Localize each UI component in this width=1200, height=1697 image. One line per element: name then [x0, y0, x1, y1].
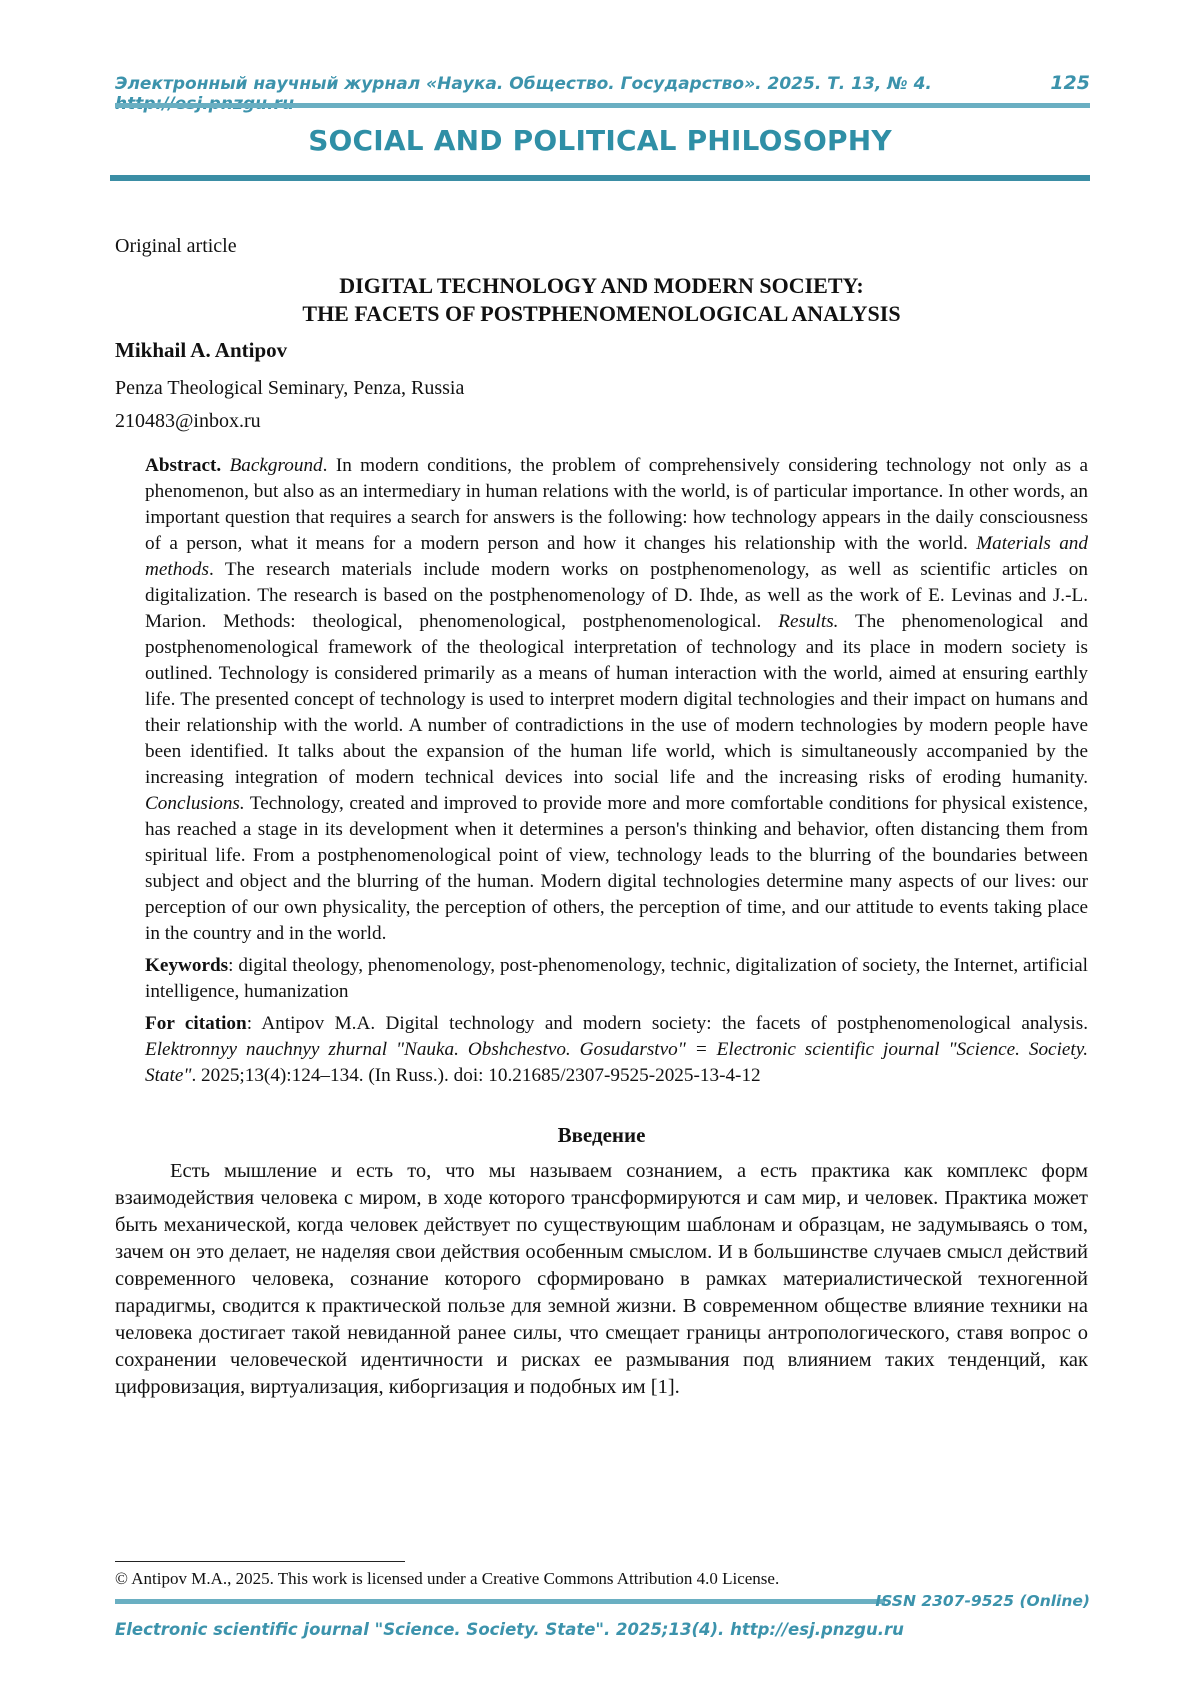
- footer-journal-line: Electronic scientific journal "Science. Society. State". 2025;13(4). http://esj.pnzgu.ru: [115, 1620, 904, 1639]
- running-header: [115, 72, 1090, 98]
- author-email[interactable]: 210483@inbox.ru: [115, 410, 261, 432]
- abstract: [145, 453, 1088, 947]
- article-type: Original article: [115, 235, 237, 257]
- article-title-line-2: THE FACETS OF POSTPHENOMENOLOGICAL ANALYSIS: [302, 301, 901, 326]
- header-rule: [115, 103, 1090, 108]
- article-title: [115, 272, 1088, 328]
- keywords: [145, 953, 1088, 1005]
- intro-heading: Введение: [557, 1123, 646, 1147]
- abstract-conclusions-text: Technology, created and improved to provide more and more comfortable conditions for physical existence, has reached a stage in its development when it determines a person's thinking and behavior, often distancing them from spiritual life. From a postphenomenological point of view, technology leads to the blurring of the boundaries between subject and object and the blurring of the human. Modern digital technologies determine many aspects of our lives: our perception of our own physicality, the perception of others, the perception of time, and our attitude to events taking place in the country and in the world.: [145, 793, 1088, 944]
- citation-label: For citation: [145, 1013, 247, 1034]
- author-affiliation: Penza Theological Seminary, Penza, Russia: [115, 377, 465, 399]
- abstract-label: Abstract.: [145, 455, 222, 476]
- abstract-results-text: The phenomenological and postphenomenological framework of the theological interpretation of technology and its place in modern society is outlined. Technology is considered primarily as a means of human interaction with the world, aimed at ensuring earthly life. The presented concept of technology is used to interpret modern digital technologies and their impact on humans and their relationship with the world. A number of contradictions in the use of modern technologies by modern people have been identified. It talks about the expansion of the human life world, which is simultaneously accompanied by the increasing integration of modern technical devices into social life and the increasing risks of eroding humanity.: [145, 611, 1089, 788]
- author-name: Mikhail A. Antipov: [115, 338, 288, 362]
- citation: [145, 1011, 1088, 1089]
- article-body: [115, 235, 1088, 1401]
- issn-label: ISSN 2307-9525 (Online): [875, 1592, 1090, 1610]
- citation-journal: Elektronnyy nauchnyy zhurnal "Nauka. Obshchestvo. Gosudarstvo" = Electronic scientific journal "Science. Society. State": [145, 1039, 1088, 1086]
- citation-doi: . 2025;13(4):124–134. (In Russ.). doi: 10.21685/2307-9525-2025-13-4-12: [191, 1065, 761, 1086]
- abstract-results-label: Results.: [778, 611, 839, 632]
- copyright-footnote: © Antipov M.A., 2025. This work is licensed under a Creative Commons Attribution 4.0 License.: [115, 1569, 780, 1588]
- section-rule: [110, 175, 1090, 181]
- abstract-background-text: . In modern conditions, the problem of comprehensively considering technology not only as a phenomenon, but also as an intermediary in human relations with the world, is of particular importance. In other words, an important question that requires a search for answers is the following: how technology appears in the daily consciousness of a person, what it means for a modern person and how it changes his relationship with the world.: [145, 455, 1088, 554]
- abstract-background-label: Background: [229, 455, 323, 476]
- section-title: SOCIAL AND POLITICAL PHILOSOPHY: [308, 124, 892, 157]
- article-title-line-1: DIGITAL TECHNOLOGY AND MODERN SOCIETY:: [339, 273, 864, 298]
- footnote-rule: [115, 1561, 405, 1562]
- header-journal-line: Электронный научный журнал «Наука. Общество. Государство». 2025. Т. 13, № 4.: [115, 74, 932, 94]
- page-number: 125: [1050, 72, 1090, 94]
- abstract-methods-label: Materials and methods: [145, 533, 1088, 580]
- abstract-conclusions-label: Conclusions.: [145, 793, 245, 814]
- footer-rule: [115, 1599, 885, 1604]
- keywords-text: : digital theology, phenomenology, post-phenomenology, technic, digitalization of society, the Internet, artificial intelligence, humanization: [145, 955, 1088, 1002]
- abstract-block: [145, 453, 1088, 1089]
- abstract-methods-text: . The research materials include modern works on postphenomenology, as well as scientific articles on digitalization. The research is based on the postphenomenology of D. Ihde, as well as the work of E. Levinas and J.-L. Marion. Methods: theological, phenomenological, postphenomenological.: [145, 559, 1088, 632]
- intro-paragraph: Есть мышление и есть то, что мы называем сознанием, а есть практика как комплекс форм взаимодействия человека с миром, в ходе которого трансформируются и сам мир, и человек. Практика может быть механической, когда человек действует по существующим шаблонам и образцам, не задумываясь о том, зачем он это делает, не наделяя свои действия особенным смыслом. И в большинстве случаев смысл действий современного человека, сознание которого сформировано в рамках материалистической техногенной парадигмы, сводится к практической пользе для земной жизни. В современном обществе влияние техники на человека достигает такой невиданной ранее силы, что смещает границы антропологического, ставя вопрос о сохранении человеческой идентичности и рисках ее размывания под влиянием таких тенденций, как цифровизация, виртуализация, киборгизация и подобных им [1].: [115, 1160, 1088, 1398]
- keywords-label: Keywords: [145, 955, 229, 976]
- citation-text: : Antipov M.A. Digital technology and modern society: the facets of postphenomenological analysis.: [246, 1013, 1088, 1034]
